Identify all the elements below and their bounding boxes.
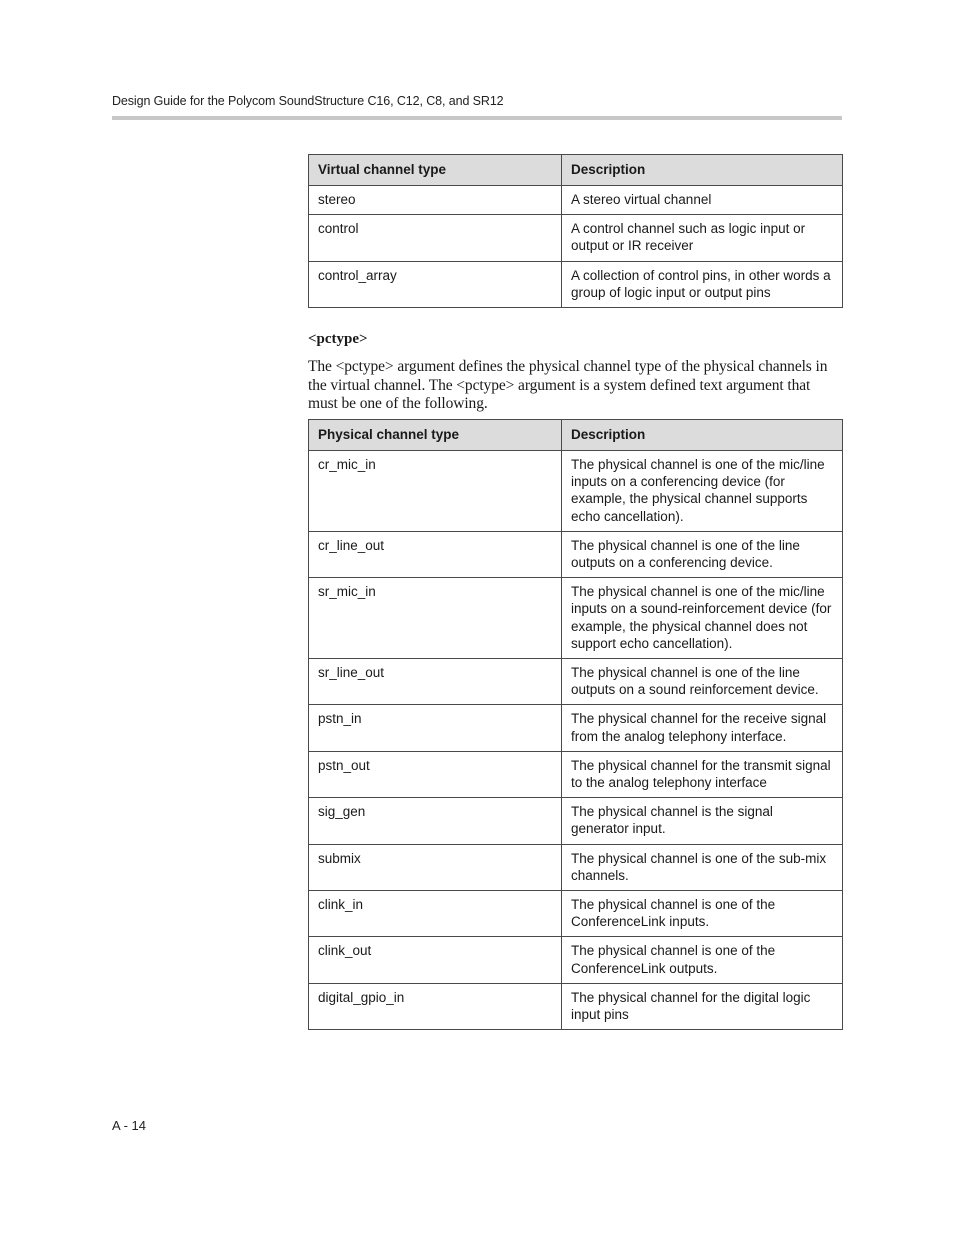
table-cell-type: pstn_in <box>309 705 562 751</box>
table-header-row <box>309 420 843 451</box>
table-cell-type: digital_gpio_in <box>309 983 562 1029</box>
header-rule <box>112 116 842 120</box>
table-row <box>309 531 843 577</box>
page-number: A - 14 <box>112 1118 146 1133</box>
table-cell-description: The physical channel is one of the mic/line inputs on a conferencing device (for example, the physical channel supports echo cancellation). <box>562 451 843 532</box>
table-row <box>309 451 843 532</box>
table-cell-description: The physical channel for the receive signal from the analog telephony interface. <box>562 705 843 751</box>
table-row <box>309 705 843 751</box>
table-cell-description: A collection of control pins, in other words a group of logic input or output pins <box>562 261 843 307</box>
column-header: Physical channel type <box>309 420 562 451</box>
section-heading: <pctype> <box>308 331 368 347</box>
section-paragraph: The <pctype> argument defines the physical channel type of the physical channels in the virtual channel. The <pctype> argument is a system defined text argument that must be one of the following. <box>308 358 828 412</box>
table-cell-type: clink_in <box>309 891 562 937</box>
table-cell-description: The physical channel is the signal generator input. <box>562 798 843 844</box>
table-row <box>309 215 843 261</box>
table-cell-description: The physical channel is one of the ConferenceLink inputs. <box>562 891 843 937</box>
running-header: Design Guide for the Polycom SoundStructure C16, C12, C8, and SR12 <box>112 94 504 108</box>
table-cell-description: A control channel such as logic input or output or IR receiver <box>562 215 843 261</box>
table-cell-type: stereo <box>309 186 562 215</box>
table-row <box>309 578 843 659</box>
table-row <box>309 983 843 1029</box>
table-cell-type: submix <box>309 844 562 890</box>
table-row <box>309 261 843 307</box>
table-cell-type: sr_line_out <box>309 659 562 705</box>
table-cell-type: control_array <box>309 261 562 307</box>
table-cell-description: The physical channel is one of the mic/line inputs on a sound-reinforcement device (for example, the physical channel does not support echo cancellation). <box>562 578 843 659</box>
table-row <box>309 751 843 797</box>
table-cell-description: The physical channel is one of the ConferenceLink outputs. <box>562 937 843 983</box>
virtual-channel-table <box>308 154 843 308</box>
column-header: Description <box>562 155 843 186</box>
column-header: Description <box>562 420 843 451</box>
table-cell-description: The physical channel is one of the line outputs on a sound reinforcement device. <box>562 659 843 705</box>
table-cell-description: The physical channel is one of the line outputs on a conferencing device. <box>562 531 843 577</box>
table-row <box>309 937 843 983</box>
table-header-row <box>309 155 843 186</box>
table-cell-type: sig_gen <box>309 798 562 844</box>
column-header: Virtual channel type <box>309 155 562 186</box>
table-cell-type: cr_line_out <box>309 531 562 577</box>
table-cell-type: clink_out <box>309 937 562 983</box>
table-cell-description: The physical channel is one of the sub-mix channels. <box>562 844 843 890</box>
table-cell-type: cr_mic_in <box>309 451 562 532</box>
table-cell-description: A stereo virtual channel <box>562 186 843 215</box>
table-cell-description: The physical channel for the digital logic input pins <box>562 983 843 1029</box>
table-row <box>309 798 843 844</box>
table-cell-type: pstn_out <box>309 751 562 797</box>
table-cell-description: The physical channel for the transmit signal to the analog telephony interface <box>562 751 843 797</box>
physical-channel-table <box>308 419 843 1030</box>
table-row <box>309 659 843 705</box>
table-row <box>309 186 843 215</box>
table-row <box>309 891 843 937</box>
table-cell-type: sr_mic_in <box>309 578 562 659</box>
table-row <box>309 844 843 890</box>
table-cell-type: control <box>309 215 562 261</box>
